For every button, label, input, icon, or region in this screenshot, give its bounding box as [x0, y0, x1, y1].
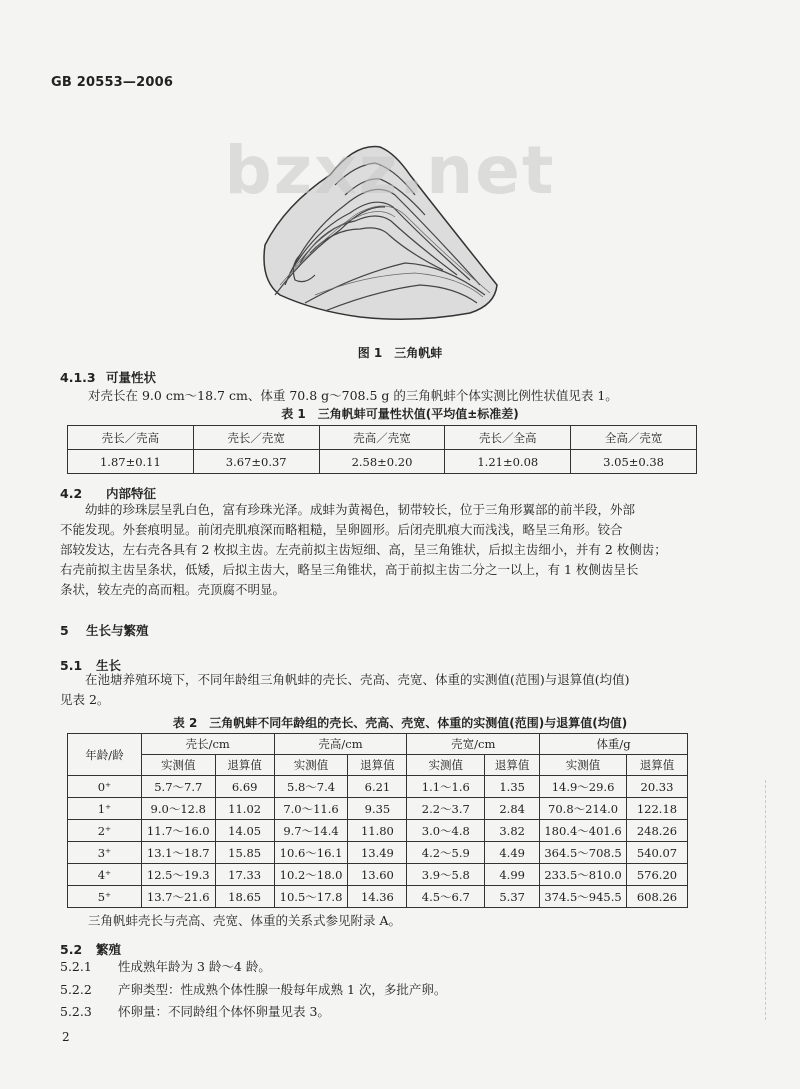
figure-caption: 图 1 三角帆蚌 [357, 346, 443, 360]
table-cell: 13.60 [348, 864, 407, 886]
group-header-shell-length: 壳长/cm [141, 734, 274, 755]
table-cell: 1.1～1.6 [407, 776, 485, 798]
table-cell: 4⁺ [68, 864, 142, 886]
item-text: 产卵类型：性成熟个体性腺一般每年成熟 1 次，多批产卵。 [118, 982, 447, 997]
table-cell: 17.33 [215, 864, 274, 886]
table-cell: 540.07 [626, 842, 687, 864]
standard-number: GB 20553—2006 [51, 75, 174, 90]
table-cell: 4.49 [485, 842, 540, 864]
section-title: 生长 [96, 658, 122, 673]
table-cell: 0⁺ [68, 776, 142, 798]
item-number: 5.2.1 [60, 959, 92, 974]
table-cell: 1.87±0.11 [68, 450, 194, 474]
table-cell: 6.21 [348, 776, 407, 798]
section-title: 繁殖 [96, 942, 122, 957]
group-header-shell-height: 壳高/cm [274, 734, 407, 755]
table-cell: 576.20 [626, 864, 687, 886]
paragraph-line: 不能发现。外套痕明显。前闭壳肌痕深而略粗糙，呈卵圆形。后闭壳肌痕大而浅浅，略呈三角形。铰合 [60, 522, 623, 537]
table-2 [67, 733, 688, 908]
watermark: bzxz.net [224, 132, 556, 209]
table-header-cell: 壳长／全高 [445, 426, 571, 450]
table-cell: 13.7～21.6 [141, 886, 215, 908]
paragraph-line: 条状，较左壳的高而粗。壳顶腐不明显。 [60, 582, 286, 597]
section-number: 5 [60, 623, 69, 638]
table-cell: 180.4～401.6 [540, 820, 627, 842]
table-cell: 12.5～19.3 [141, 864, 215, 886]
table-cell: 3.0～4.8 [407, 820, 485, 842]
subheader-measured: 实测值 [274, 755, 348, 776]
table-header-row [68, 426, 697, 450]
item-number: 5.2.3 [60, 1004, 92, 1019]
table-row [68, 798, 688, 820]
table-cell: 18.65 [215, 886, 274, 908]
table-header-row [68, 734, 688, 755]
table-cell: 5⁺ [68, 886, 142, 908]
subheader-measured: 实测值 [407, 755, 485, 776]
subheader-measured: 实测值 [540, 755, 627, 776]
item-5-2-1 [60, 957, 271, 977]
table-cell: 5.37 [485, 886, 540, 908]
section-title: 内部特征 [106, 486, 157, 501]
paragraph-line: 部较发达，左右壳各具有 2 枚拟主齿。左壳前拟主齿短细、高，呈三角锥状，后拟主齿细小，并有 2 枚侧齿； [60, 542, 667, 557]
section-title: 可量性状 [106, 370, 157, 385]
heading-4-1-3 [60, 368, 156, 386]
table-cell: 13.1～18.7 [141, 842, 215, 864]
table-2-note: 三角帆蚌壳长与壳高、壳宽、体重的关系式参见附录 A。 [88, 913, 402, 928]
table-cell: 10.2～18.0 [274, 864, 348, 886]
subheader-calculated: 退算值 [348, 755, 407, 776]
age-header: 年龄/龄 [68, 734, 142, 776]
table-row [68, 776, 688, 798]
section-number: 5.2 [60, 942, 83, 957]
table-cell: 2.58±0.20 [319, 450, 445, 474]
table-cell: 2⁺ [68, 820, 142, 842]
table-row [68, 886, 688, 908]
paragraph-4-1-3: 对壳长在 9.0 cm～18.7 cm、体重 70.8 g～708.5 g 的三角帆蚌个体实测比例性状值见表 1。 [88, 388, 618, 403]
table-cell: 248.26 [626, 820, 687, 842]
table-cell: 3.9～5.8 [407, 864, 485, 886]
table-header-cell: 壳高／壳宽 [319, 426, 445, 450]
table-cell: 6.69 [215, 776, 274, 798]
item-5-2-3 [60, 1002, 330, 1022]
table-cell: 11.80 [348, 820, 407, 842]
table-cell: 14.05 [215, 820, 274, 842]
table-cell: 2.84 [485, 798, 540, 820]
table-row [68, 450, 697, 474]
subheader-measured: 实测值 [141, 755, 215, 776]
table-1 [67, 425, 697, 474]
table-cell: 2.2～3.7 [407, 798, 485, 820]
table-cell: 3.67±0.37 [193, 450, 319, 474]
table-cell: 3.82 [485, 820, 540, 842]
table-cell: 14.36 [348, 886, 407, 908]
table-row [68, 820, 688, 842]
table-cell: 608.26 [626, 886, 687, 908]
table-cell: 10.6～16.1 [274, 842, 348, 864]
paragraph-line: 在池塘养殖环境下，不同年龄组三角帆蚌的壳长、壳高、壳宽、体重的实测值(范围)与退算值(均值) [60, 672, 630, 687]
table-cell: 3⁺ [68, 842, 142, 864]
heading-5 [60, 621, 149, 639]
group-header-body-weight: 体重/g [540, 734, 688, 755]
table-cell: 1.21±0.08 [445, 450, 571, 474]
table-cell: 5.7～7.7 [141, 776, 215, 798]
table-cell: 4.5～6.7 [407, 886, 485, 908]
table-1-title: 表 1 三角帆蚌可量性状值(平均值±标准差) [281, 407, 519, 421]
item-5-2-2 [60, 980, 446, 1000]
table-2-title: 表 2 三角帆蚌不同年龄组的壳长、壳高、壳宽、体重的实测值(范围)与退算值(均值) [172, 716, 628, 730]
table-cell: 122.18 [626, 798, 687, 820]
table-cell: 20.33 [626, 776, 687, 798]
paragraph-4-2 [60, 500, 700, 600]
table-cell: 70.8～214.0 [540, 798, 627, 820]
item-text: 怀卵量：不同龄组个体怀卵量见表 3。 [118, 1004, 330, 1019]
table-row [68, 842, 688, 864]
table-header-cell: 全高／壳宽 [571, 426, 697, 450]
table-header-cell: 壳长／壳高 [68, 426, 194, 450]
margin-line [765, 780, 766, 1020]
item-number: 5.2.2 [60, 982, 92, 997]
table-cell: 233.5～810.0 [540, 864, 627, 886]
table-cell: 1.35 [485, 776, 540, 798]
paragraph-line: 见表 2。 [60, 692, 110, 707]
paragraph-5-1 [60, 670, 700, 710]
table-cell: 9.0～12.8 [141, 798, 215, 820]
table-header-cell: 壳长／壳宽 [193, 426, 319, 450]
paragraph-line: 幼蚌的珍珠层呈乳白色，富有珍珠光泽。成蚌为黄褐色，韧带较长，位于三角形翼部的前半段，外部 [60, 502, 636, 517]
table-cell: 11.02 [215, 798, 274, 820]
table-cell: 10.5～17.8 [274, 886, 348, 908]
subheader-calculated: 退算值 [215, 755, 274, 776]
table-cell: 1⁺ [68, 798, 142, 820]
section-number: 4.2 [60, 486, 83, 501]
table-cell: 4.99 [485, 864, 540, 886]
table-cell: 13.49 [348, 842, 407, 864]
subheader-calculated: 退算值 [626, 755, 687, 776]
section-number: 4.1.3 [60, 370, 96, 385]
section-title: 生长与繁殖 [86, 623, 149, 638]
table-cell: 374.5～945.5 [540, 886, 627, 908]
table-cell: 3.05±0.38 [571, 450, 697, 474]
table-cell: 5.8～7.4 [274, 776, 348, 798]
table-cell: 15.85 [215, 842, 274, 864]
table-row [68, 864, 688, 886]
paragraph-line: 右壳前拟主齿呈条状，低矮，后拟主齿大，略呈三角锥状，高于前拟主齿二分之一以上，有 1 枚侧齿呈长 [60, 562, 639, 577]
table-subheader-row [68, 755, 688, 776]
page-number: 2 [62, 1030, 70, 1044]
heading-5-2 [60, 940, 121, 958]
table-cell: 7.0～11.6 [274, 798, 348, 820]
table-cell: 11.7～16.0 [141, 820, 215, 842]
table-cell: 9.35 [348, 798, 407, 820]
table-cell: 14.9～29.6 [540, 776, 627, 798]
item-text: 性成熟年龄为 3 龄～4 龄。 [118, 959, 271, 974]
subheader-calculated: 退算值 [485, 755, 540, 776]
table-cell: 4.2～5.9 [407, 842, 485, 864]
table-cell: 364.5～708.5 [540, 842, 627, 864]
section-number: 5.1 [60, 658, 83, 673]
group-header-shell-width: 壳宽/cm [407, 734, 540, 755]
table-cell: 9.7～14.4 [274, 820, 348, 842]
